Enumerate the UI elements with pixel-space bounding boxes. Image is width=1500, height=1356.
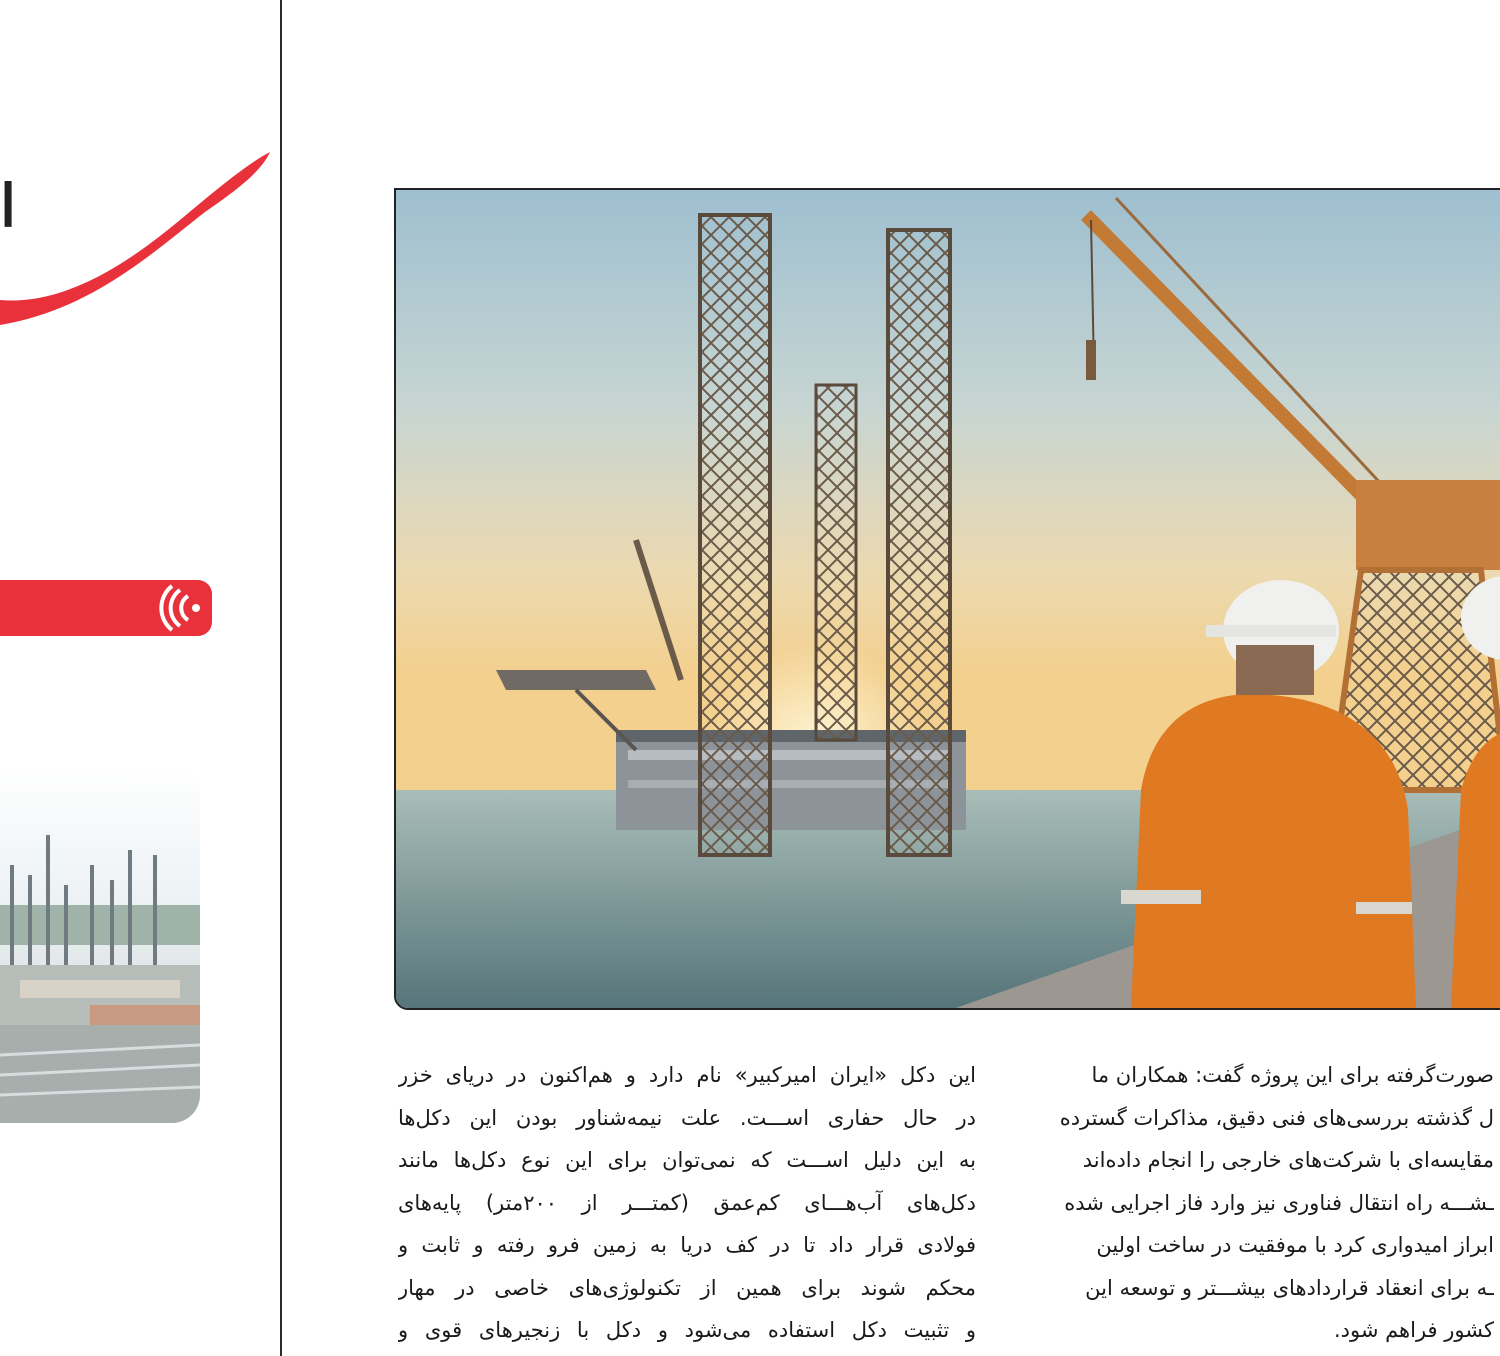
article-line: مقایسه‌ای با شرکت‌های خارجی را انجام داده‌اند — [1082, 1148, 1494, 1172]
article-column-right — [1024, 1054, 1494, 1352]
article-line: ل گذشته بررسی‌های فنی دقیق، مذاکرات گسترده — [1059, 1105, 1494, 1130]
article-line: دکل‌های آب‌هـــای کم‌عمق (کمتـــر از ۲۰۰متر) پایه‌های — [398, 1190, 976, 1215]
logo-mark: ا — [0, 172, 17, 240]
broadcast-icon — [158, 584, 210, 632]
article-line: ـشـــه راه انتقال فناوری نیز وارد فاز اجرایی شده — [1064, 1190, 1494, 1215]
article-line: صورت‌گرفته برای این پروژه گفت: همکاران ما — [1091, 1063, 1494, 1087]
article-line: ـه برای انعقاد قراردادهای بیشـــتر و توسعه این — [1085, 1275, 1494, 1300]
article-line: این دکل «ایران امیرکبیر» نام دارد و هم‌اکنون در دریای خزر — [398, 1063, 976, 1087]
offshore-rig-photo — [394, 188, 1500, 1010]
column-divider — [280, 0, 282, 1356]
article-line: به این دلیل اســـت که نمی‌توان برای این نوع دکل‌ها مانند — [398, 1148, 976, 1172]
article-line: در حال حفاری اســـت. علت نیمه‌شناور بودن این دکل‌ها — [398, 1105, 976, 1130]
left-column — [0, 0, 282, 1356]
article-line: محکم شوند برای همین از تکنولوژی‌های خاصی در مهار — [398, 1275, 976, 1300]
logo-swoosh — [0, 140, 280, 330]
article-line: و تثبیت دکل استفاده می‌شود و دکل با زنجیرهای قوی و — [398, 1318, 976, 1342]
refinery-photo — [0, 765, 200, 1123]
article-line: کشور فراهم شود. — [1333, 1318, 1494, 1342]
article-line: ابراز امیدواری کرد با موفقیت در ساخت اولین — [1096, 1233, 1494, 1257]
article-column-middle — [398, 1054, 976, 1352]
article-line: فولادی قرار داد تا در کف دریا به زمین فرو رفته و ثابت و — [398, 1233, 976, 1257]
